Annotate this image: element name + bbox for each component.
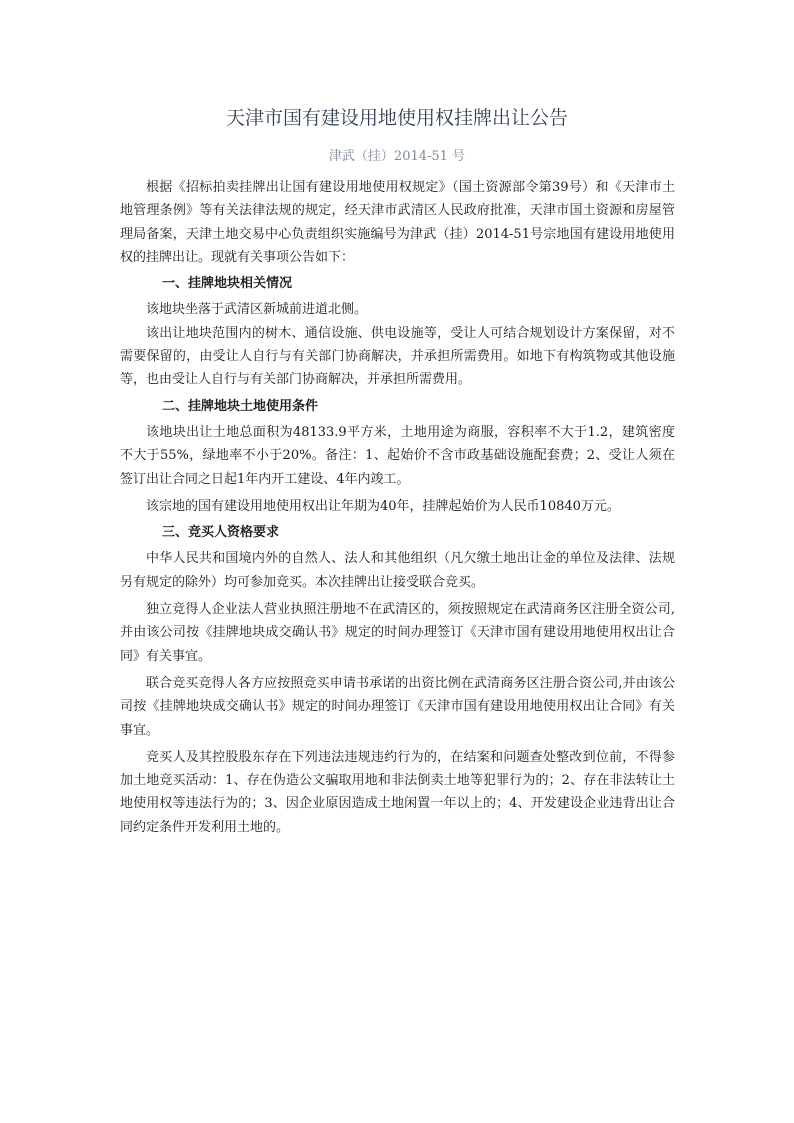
section-3-paragraph-2: 独立竞得人企业法人营业执照注册地不在武清区的，须按照规定在武清商务区注册全资公司,并由该公司按《挂牌地块成交确认书》规定的时间办理签订《天津市国有建设用地使用权出让合同》有关事宜。 — [120, 602, 675, 664]
document-title: 天津市国有建设用地使用权挂牌出让公告 — [225, 107, 568, 129]
section-1-heading: 一、挂牌地块相关情况 — [162, 276, 293, 292]
section-1-paragraph-2: 该出让地块范围内的树木、通信设施、供电设施等，受让人可结合规划设计方案保留，对不需要保留的，由受让人自行与有关部门协商解决，并承担所需费用。如地下有构筑物或其他设施等，也由受让人自行与有关部门协商解决，并承担所需费用。 — [120, 325, 675, 388]
section-3-heading: 三、竞买人资格要求 — [162, 525, 280, 541]
section-3-paragraph-4: 竞买人及其控股股东存在下列违法违规违约行为的，在结案和问题查处整改到位前，不得参加土地竞买活动：1、存在伪造公文骗取用地和非法倒卖土地等犯罪行为的；2、存在非法转让土地使用权等违法行为的；3、因企业原因造成土地闲置一年以上的；4、开发建设企业违背出让合同约定条件开发利用土地的。 — [120, 749, 675, 835]
document-number: 津武（挂）2014-51 号 — [328, 149, 466, 164]
section-3-paragraph-3: 联合竞买竞得人各方应按照竞买申请书承诺的出资比例在武清商务区注册合资公司,并由该公司按《挂牌地块成交确认书》规定的时间办理签订《天津市国有建设用地使用权出让合同》有关事宜。 — [120, 675, 675, 738]
section-2-heading: 二、挂牌地块土地使用条件 — [162, 398, 319, 414]
section-3-paragraph-1: 中华人民共和国境内外的自然人、法人和其他组织（凡欠缴土地出让金的单位及法律、法规另有规定的除外）均可参加竞买。本次挂牌出让接受联合竞买。 — [120, 551, 675, 590]
intro-paragraph: 根据《招标拍卖挂牌出让国有建设用地使用权规定》（国土资源部令第39号）和《天津市土地管理条例》等有关法律法规的规定，经天津市武清区人民政府批准，天津市国土资源和房屋管理局备案，天津土地交易中心负责组织实施编号为津武（挂）2014-51号宗地国有建设用地使用权的挂牌出让。现就有关事项公告如下： — [120, 180, 675, 265]
document-body — [120, 176, 675, 839]
section-2-paragraph-1: 该地块出让土地总面积为48133.9平方米，土地用途为商服，容积率不大于1.2，建筑密度不大于55%，绿地率不小于20%。备注：1、起始价不含市政基础设施配套费；2、受让人须在签订出让合同之日起1年内开工建设、4年内竣工。 — [120, 424, 675, 487]
section-2-paragraph-2: 该宗地的国有建设用地使用权出让年期为40年，挂牌起始价为人民币10840万元。 — [146, 498, 620, 514]
section-1-paragraph-1: 该地块坐落于武清区新城前进道北侧。 — [146, 302, 368, 318]
